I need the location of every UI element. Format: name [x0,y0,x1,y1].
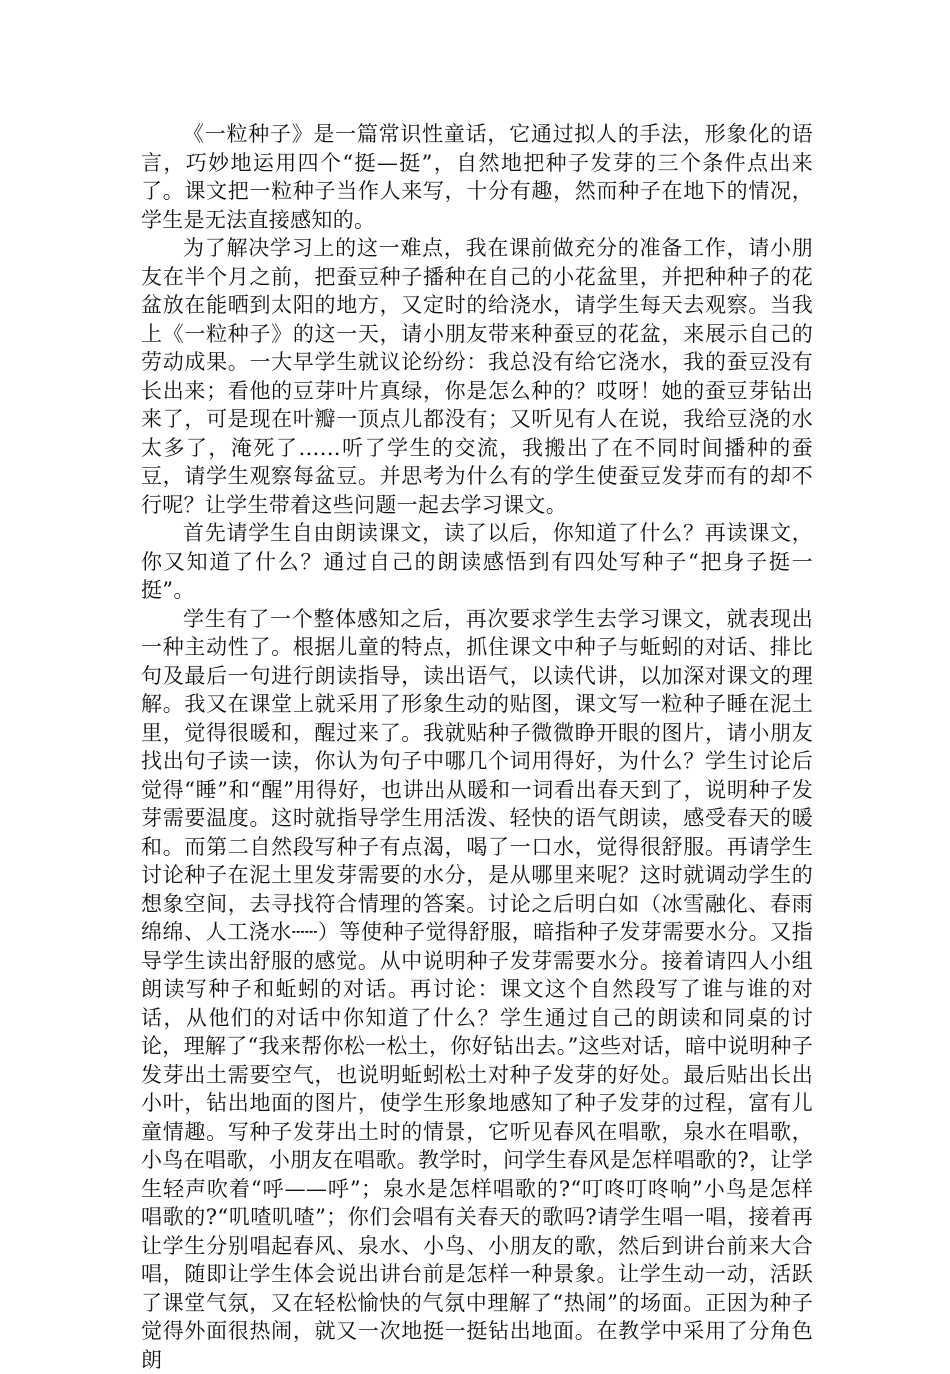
paragraph-3: 首先请学生自由朗读课文，读了以后，你知道了什么？再读课文，你又知道了什么？通过自己的朗读感悟到有四处写种子“把身子挺一挺”。 [141,519,813,605]
paragraph-2: 为了解决学习上的这一难点，我在课前做充分的准备工作，请小朋友在半个月之前，把蚕豆种子播种在自己的小花盆里，并把种种子的花盆放在能晒到太阳的地方，又定时的给浇水，请学生每天去观察。当我上《一粒种子》的这一天，请小朋友带来种蚕豆的花盆，来展示自己的劳动成果。一大早学生就议论纷纷：我总没有给它浇水，我的蚕豆没有长出来；看他的豆芽叶片真绿，你是怎么种的？哎呀！她的蚕豆芽钻出来了，可是现在叶瓣一顶点儿都没有；又听见有人在说，我给豆浇的水太多了，淹死了……听了学生的交流，我搬出了在不同时间播种的蚕豆，请学生观察每盆豆。并思考为什么有的学生使蚕豆发芽而有的却不行呢？让学生带着这些问题一起去学习课文。 [141,234,813,519]
document-body [141,120,813,1374]
paragraph-4: 学生有了一个整体感知之后，再次要求学生去学习课文，就表现出一种主动性了。根据儿童的特点，抓住课文中种子与蚯蚓的对话、排比句及最后一句进行朗读指导，读出语气，以读代讲，以加深对课文的理解。我又在课堂上就采用了形象生动的贴图，课文写一粒种子睡在泥土里，觉得很暖和，醒过来了。我就贴种子微微睁开眼的图片，请小朋友找出句子读一读，你认为句子中哪几个词用得好，为什么？学生讨论后觉得“睡”和“醒”用得好，也讲出从暖和一词看出春天到了，说明种子发芽需要温度。这时就指导学生用活泼、轻快的语气朗读，感受春天的暖和。而第二自然段写种子有点渴，喝了一口水，觉得很舒服。再请学生讨论种子在泥土里发芽需要的水分，是从哪里来呢？这时就调动学生的想象空间，去寻找符合情理的答案。讨论之后明白如（冰雪融化、春雨绵绵、人工浇水┄┄）等使种子觉得舒服，暗指种子发芽需要水分。又指导学生读出舒服的感觉。从中说明种子发芽需要水分。接着请四人小组朗读写种子和蚯蚓的对话。再讨论：课文这个自然段写了谁与谁的对话，从他们的对话中你知道了什么？学生通过自己的朗读和同桌的讨论，理解了“我来帮你松一松土，你好钻出去。”这些对话，暗中说明种子发芽出土需要空气，也说明蚯蚓松土对种子发芽的好处。最后贴出长出小叶，钻出地面的图片，使学生形象地感知了种子发芽的过程，富有儿童情趣。写种子发芽出土时的情景，它听见春风在唱歌，泉水在唱歌，小鸟在唱歌，小朋友在唱歌。教学时，问学生春风是怎样唱歌的?，让学生轻声吹着“呼——呼”；泉水是怎样唱歌的?“叮咚叮咚响”小鸟是怎样唱歌的?“叽喳叽喳”；你们会唱有关春天的歌吗?请学生唱一唱，接着再让学生分别唱起春风、泉水、小鸟、小朋友的歌，然后到讲台前来大合唱，随即让学生体会说出讲台前是怎样一种景象。让学生动一动，活跃了课堂气氛，又在轻松愉快的气氛中理解了“热闹”的场面。正因为种子觉得外面很热闹，就又一次地挺一挺钻出地面。在教学中采用了分角色朗 [141,605,813,1374]
paragraph-1: 《一粒种子》是一篇常识性童话，它通过拟人的手法，形象化的语言，巧妙地运用四个“挺—挺”，自然地把种子发芽的三个条件点出来了。课文把一粒种子当作人来写，十分有趣，然而种子在地下的情况，学生是无法直接感知的。 [141,120,813,234]
